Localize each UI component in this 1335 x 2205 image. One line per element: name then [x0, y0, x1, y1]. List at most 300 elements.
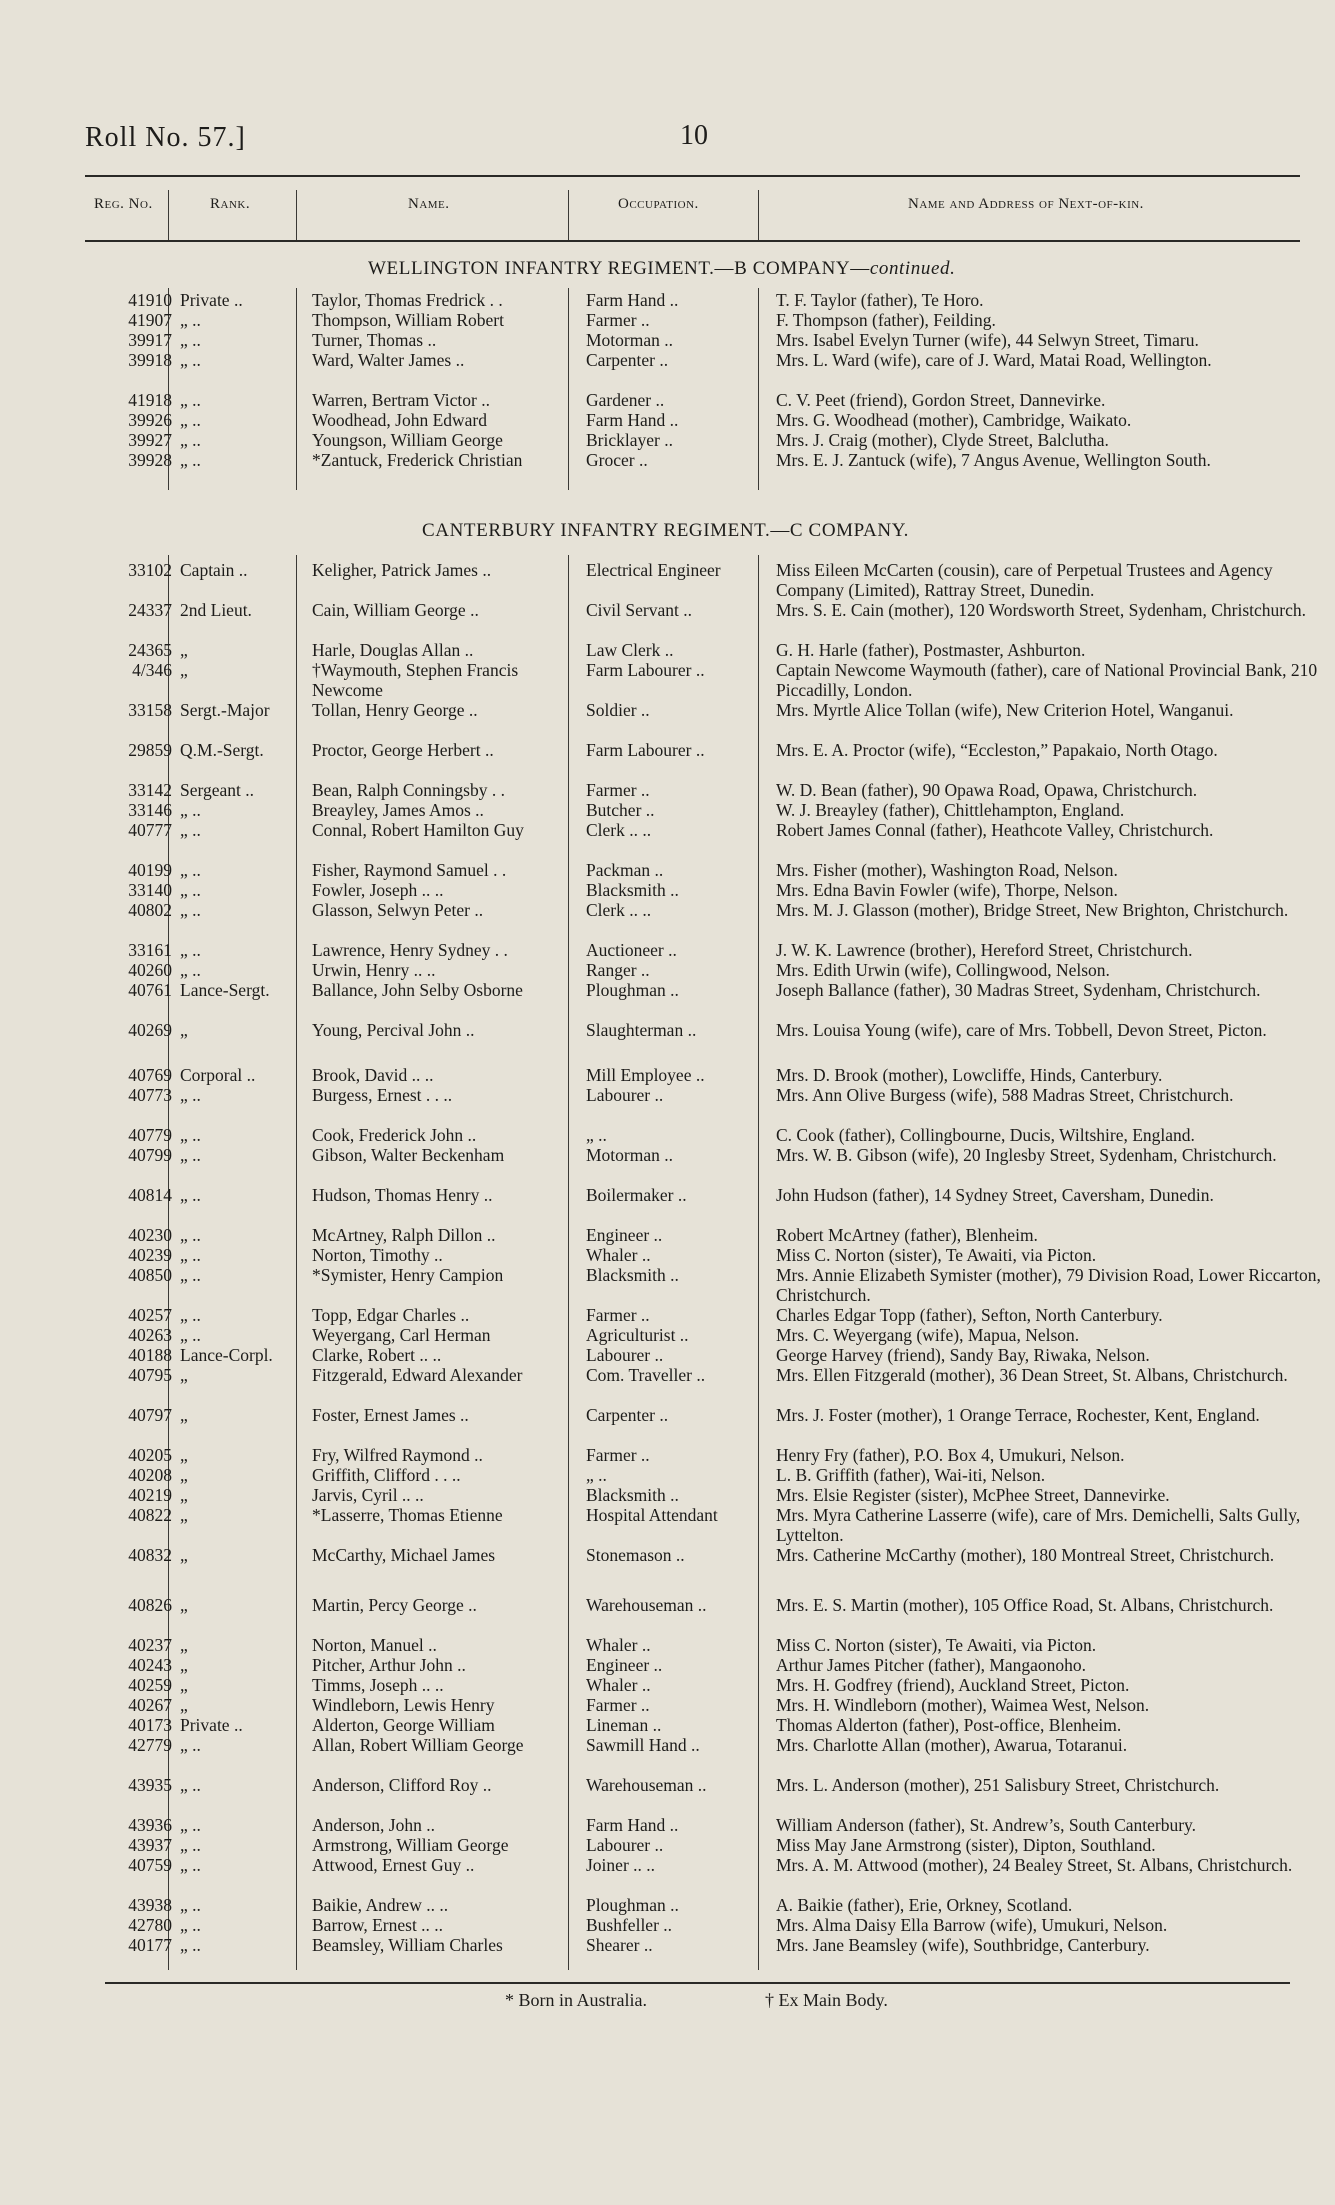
reg-number: 33161 [128, 940, 172, 960]
soldier-name: Woodhead, John Edward [312, 410, 488, 430]
occupation: Carpenter .. [586, 350, 669, 370]
rank: „ .. [180, 1085, 201, 1105]
reg-number: 41910 [128, 290, 172, 310]
occupation: Clerk .. .. [586, 820, 652, 840]
next-of-kin: J. W. K. Lawrence (brother), Hereford Street, Christchurch. [776, 940, 1193, 960]
next-of-kin: Mrs. Louisa Young (wife), care of Mrs. Tobbell, Devon Street, Picton. [776, 1020, 1267, 1040]
next-of-kin: Mrs. M. J. Glasson (mother), Bridge Street, New Brighton, Christchurch. [776, 900, 1289, 920]
page-number: 10 [680, 120, 708, 151]
rank: „ [180, 660, 188, 680]
next-of-kin: Arthur James Pitcher (father), Mangaonoho. [776, 1655, 1087, 1675]
soldier-name: Alderton, George William [312, 1715, 495, 1735]
soldier-name: Timms, Joseph .. .. [312, 1675, 444, 1695]
column-divider [758, 555, 759, 1970]
soldier-name: Ballance, John Selby Osborne [312, 980, 523, 1000]
rank: „ [180, 1465, 188, 1485]
soldier-name: Youngson, William George [312, 430, 503, 450]
next-of-kin: Mrs. Alma Daisy Ella Barrow (wife), Umukuri, Nelson. [776, 1915, 1168, 1935]
soldier-name: Lawrence, Henry Sydney . . [312, 940, 508, 960]
reg-number: 41907 [128, 310, 172, 330]
next-of-kin: Mrs. Charlotte Allan (mother), Awarua, Totaranui. [776, 1735, 1128, 1755]
occupation: Blacksmith .. [586, 1485, 679, 1505]
rank: „ .. [180, 860, 201, 880]
section-title-suffix: continued. [869, 258, 956, 279]
occupation: Motorman .. [586, 1145, 674, 1165]
rank: Sergeant .. [180, 780, 255, 800]
next-of-kin: Mrs. Isabel Evelyn Turner (wife), 44 Selwyn Street, Timaru. [776, 330, 1199, 350]
soldier-name: Clarke, Robert .. .. [312, 1345, 442, 1365]
next-of-kin: Mrs. Myrtle Alice Tollan (wife), New Criterion Hotel, Wanganui. [776, 700, 1234, 720]
next-of-kin: Mrs. S. E. Cain (mother), 120 Wordsworth Street, Sydenham, Christchurch. [776, 600, 1307, 620]
occupation: Lineman .. [586, 1715, 662, 1735]
next-of-kin: Mrs. Annie Elizabeth Symister (mother), 79 Division Road, Lower Riccarton, Christchurch. [776, 1265, 1321, 1305]
next-of-kin: G. H. Harle (father), Postmaster, Ashburton. [776, 640, 1086, 660]
occupation: Slaughterman .. [586, 1020, 697, 1040]
next-of-kin: Henry Fry (father), P.O. Box 4, Umukuri, Nelson. [776, 1445, 1125, 1465]
header-top-rule [85, 175, 1300, 177]
reg-number: 40188 [128, 1345, 172, 1365]
reg-number: 33140 [128, 880, 172, 900]
occupation: Stonemason .. [586, 1545, 685, 1565]
rank: „ [180, 1635, 188, 1655]
rank: „ .. [180, 390, 201, 410]
rank: Private .. [180, 1715, 243, 1735]
soldier-name: Pitcher, Arthur John .. [312, 1655, 466, 1675]
reg-number: 39927 [128, 430, 172, 450]
reg-number: 43935 [128, 1775, 172, 1795]
occupation: Whaler .. [586, 1245, 651, 1265]
next-of-kin: Mrs. J. Foster (mother), 1 Orange Terrace, Rochester, Kent, England. [776, 1405, 1260, 1425]
occupation: Ploughman .. [586, 980, 679, 1000]
soldier-name: Allan, Robert William George [312, 1735, 524, 1755]
soldier-name: Fisher, Raymond Samuel . . [312, 860, 507, 880]
column-header-occupation: Occupation. [618, 196, 699, 212]
occupation: Whaler .. [586, 1635, 651, 1655]
rank: „ [180, 1655, 188, 1675]
soldier-name: McArtney, Ralph Dillon .. [312, 1225, 496, 1245]
rank: „ .. [180, 1125, 201, 1145]
occupation: Electrical Engineer [586, 560, 721, 580]
occupation: Farm Hand .. [586, 410, 679, 430]
reg-number: 39918 [128, 350, 172, 370]
rank: „ .. [180, 940, 201, 960]
reg-number: 33146 [128, 800, 172, 820]
next-of-kin: W. J. Breayley (father), Chittlehampton, England. [776, 800, 1125, 820]
column-divider [758, 288, 759, 490]
occupation: Farmer .. [586, 310, 650, 330]
column-header-next-of-kin: Name and Address of Next-of-kin. [908, 196, 1144, 212]
soldier-name: Cain, William George .. [312, 600, 479, 620]
header-divider [758, 190, 759, 240]
next-of-kin: Mrs. Jane Beamsley (wife), Southbridge, Canterbury. [776, 1935, 1150, 1955]
soldier-name: Tollan, Henry George .. [312, 700, 478, 720]
occupation: Joiner .. .. [586, 1855, 656, 1875]
reg-number: 43936 [128, 1815, 172, 1835]
occupation: Mill Employee .. [586, 1065, 705, 1085]
reg-number: 40779 [128, 1125, 172, 1145]
reg-number: 40814 [128, 1185, 172, 1205]
reg-number: 40826 [128, 1595, 172, 1615]
occupation: Farm Labourer .. [586, 660, 705, 680]
rank: „ .. [180, 450, 201, 470]
soldier-name: Breayley, James Amos .. [312, 800, 484, 820]
reg-number: 39928 [128, 450, 172, 470]
occupation: Boilermaker .. [586, 1185, 687, 1205]
rank: „ .. [180, 820, 201, 840]
reg-number: 43937 [128, 1835, 172, 1855]
soldier-name: Cook, Frederick John .. [312, 1125, 477, 1145]
occupation: Labourer .. [586, 1085, 664, 1105]
occupation: Soldier .. [586, 700, 650, 720]
occupation: Farmer .. [586, 1695, 650, 1715]
next-of-kin: Mrs. E. J. Zantuck (wife), 7 Angus Avenue, Wellington South. [776, 450, 1211, 470]
next-of-kin: Mrs. Ann Olive Burgess (wife), 588 Madras Street, Christchurch. [776, 1085, 1234, 1105]
reg-number: 40773 [128, 1085, 172, 1105]
rank: „ [180, 1445, 188, 1465]
soldier-name: Fry, Wilfred Raymond .. [312, 1445, 483, 1465]
occupation: Ploughman .. [586, 1895, 679, 1915]
next-of-kin: George Harvey (friend), Sandy Bay, Riwaka, Nelson. [776, 1345, 1150, 1365]
reg-number: 40177 [128, 1935, 172, 1955]
rank: Sergt.-Major [180, 700, 270, 720]
rank: „ .. [180, 430, 201, 450]
rank: „ [180, 1675, 188, 1695]
occupation: Sawmill Hand .. [586, 1735, 700, 1755]
reg-number: 40239 [128, 1245, 172, 1265]
soldier-name: Baikie, Andrew .. .. [312, 1895, 449, 1915]
soldier-name: Attwood, Ernest Guy .. [312, 1855, 475, 1875]
occupation: Hospital Attendant [586, 1505, 718, 1525]
rank: Private .. [180, 290, 243, 310]
footer-rule [105, 1982, 1290, 1984]
column-divider [296, 288, 297, 490]
occupation: Auctioneer .. [586, 940, 677, 960]
rank: „ .. [180, 1835, 201, 1855]
roll-number: Roll No. 57.] [85, 122, 246, 153]
soldier-name: Anderson, Clifford Roy .. [312, 1775, 492, 1795]
next-of-kin: Captain Newcome Waymouth (father), care of National Provincial Bank, 210 Piccadilly, London. [776, 660, 1318, 700]
next-of-kin: Joseph Ballance (father), 30 Madras Street, Sydenham, Christchurch. [776, 980, 1261, 1000]
soldier-name: Burgess, Ernest . . .. [312, 1085, 453, 1105]
next-of-kin: Mrs. Edna Bavin Fowler (wife), Thorpe, Nelson. [776, 880, 1118, 900]
next-of-kin: Charles Edgar Topp (father), Sefton, North Canterbury. [776, 1305, 1163, 1325]
reg-number: 40199 [128, 860, 172, 880]
soldier-name: Hudson, Thomas Henry .. [312, 1185, 493, 1205]
reg-number: 40173 [128, 1715, 172, 1735]
next-of-kin: Miss Eileen McCarten (cousin), care of Perpetual Trustees and Agency Company (Limited), Rattray Street, Dunedin. [776, 560, 1273, 600]
occupation: Farm Hand .. [586, 290, 679, 310]
reg-number: 40769 [128, 1065, 172, 1085]
occupation: Warehouseman .. [586, 1595, 707, 1615]
soldier-name: *Symister, Henry Campion [312, 1265, 504, 1285]
occupation: Civil Servant .. [586, 600, 692, 620]
next-of-kin: William Anderson (father), St. Andrew’s, South Canterbury. [776, 1815, 1197, 1835]
reg-number: 41918 [128, 390, 172, 410]
reg-number: 40822 [128, 1505, 172, 1525]
occupation: Com. Traveller .. [586, 1365, 706, 1385]
soldier-name: Norton, Manuel .. [312, 1635, 437, 1655]
rank: „ [180, 1485, 188, 1505]
soldier-name: *Zantuck, Frederick Christian [312, 450, 523, 470]
next-of-kin: Mrs. Catherine McCarthy (mother), 180 Montreal Street, Christchurch. [776, 1545, 1275, 1565]
reg-number: 40259 [128, 1675, 172, 1695]
rank: „ .. [180, 1935, 201, 1955]
rank: „ .. [180, 1225, 201, 1245]
occupation: Engineer .. [586, 1225, 663, 1245]
occupation: „ .. [586, 1465, 607, 1485]
reg-number: 42780 [128, 1915, 172, 1935]
reg-number: 40205 [128, 1445, 172, 1465]
soldier-name: Brook, David .. .. [312, 1065, 434, 1085]
rank: „ .. [180, 1855, 201, 1875]
next-of-kin: Thomas Alderton (father), Post-office, Blenheim. [776, 1715, 1122, 1735]
rank: Lance-Corpl. [180, 1345, 273, 1365]
soldier-name: Gibson, Walter Beckenham [312, 1145, 505, 1165]
rank: „ [180, 640, 188, 660]
next-of-kin: Mrs. L. Anderson (mother), 251 Salisbury Street, Christchurch. [776, 1775, 1220, 1795]
next-of-kin: Mrs. Fisher (mother), Washington Road, Nelson. [776, 860, 1118, 880]
next-of-kin: Robert James Connal (father), Heathcote Valley, Christchurch. [776, 820, 1214, 840]
next-of-kin: Miss C. Norton (sister), Te Awaiti, via Picton. [776, 1245, 1097, 1265]
rank: „ .. [180, 880, 201, 900]
occupation: Labourer .. [586, 1345, 664, 1365]
reg-number: 40257 [128, 1305, 172, 1325]
column-divider [296, 555, 297, 1970]
rank: „ .. [180, 1185, 201, 1205]
occupation: Gardener .. [586, 390, 665, 410]
occupation: Blacksmith .. [586, 880, 679, 900]
column-header-rank: Rank. [210, 196, 251, 212]
next-of-kin: Mrs. W. B. Gibson (wife), 20 Inglesby Street, Sydenham, Christchurch. [776, 1145, 1277, 1165]
soldier-name: McCarthy, Michael James [312, 1545, 496, 1565]
soldier-name: Jarvis, Cyril .. .. [312, 1485, 424, 1505]
occupation: Farmer .. [586, 780, 650, 800]
rank: „ .. [180, 1325, 201, 1345]
rank: „ .. [180, 350, 201, 370]
next-of-kin: Mrs. D. Brook (mother), Lowcliffe, Hinds, Canterbury. [776, 1065, 1163, 1085]
next-of-kin: L. B. Griffith (father), Wai-iti, Nelson. [776, 1465, 1046, 1485]
reg-number: 40799 [128, 1145, 172, 1165]
soldier-name: Barrow, Ernest .. .. [312, 1915, 444, 1935]
reg-number: 29859 [128, 740, 172, 760]
occupation: Engineer .. [586, 1655, 663, 1675]
section-title [422, 520, 909, 542]
header-divider [168, 190, 169, 240]
occupation: Farmer .. [586, 1305, 650, 1325]
rank: „ .. [180, 330, 201, 350]
soldier-name: Harle, Douglas Allan .. [312, 640, 474, 660]
occupation: Butcher .. [586, 800, 655, 820]
reg-number: 40832 [128, 1545, 172, 1565]
header-divider [296, 190, 297, 240]
next-of-kin: C. Cook (father), Collingbourne, Ducis, Wiltshire, England. [776, 1125, 1195, 1145]
footnote-ex-main-body: † Ex Main Body. [765, 1990, 888, 2010]
rank: „ [180, 1695, 188, 1715]
reg-number: 40243 [128, 1655, 172, 1675]
occupation: Grocer .. [586, 450, 648, 470]
next-of-kin: Mrs. H. Godfrey (friend), Auckland Street, Picton. [776, 1675, 1130, 1695]
reg-number: 40237 [128, 1635, 172, 1655]
occupation: Labourer .. [586, 1835, 664, 1855]
next-of-kin: Mrs. G. Woodhead (mother), Cambridge, Waikato. [776, 410, 1132, 430]
rank: „ .. [180, 410, 201, 430]
next-of-kin: Mrs. L. Ward (wife), care of J. Ward, Matai Road, Wellington. [776, 350, 1212, 370]
next-of-kin: Mrs. H. Windleborn (mother), Waimea West, Nelson. [776, 1695, 1150, 1715]
rank: 2nd Lieut. [180, 600, 252, 620]
occupation: Blacksmith .. [586, 1265, 679, 1285]
reg-number: 24365 [128, 640, 172, 660]
next-of-kin: W. D. Bean (father), 90 Opawa Road, Opawa, Christchurch. [776, 780, 1198, 800]
soldier-name: Weyergang, Carl Herman [312, 1325, 491, 1345]
reg-number: 33158 [128, 700, 172, 720]
occupation: Warehouseman .. [586, 1775, 707, 1795]
soldier-name: Armstrong, William George [312, 1835, 509, 1855]
next-of-kin: C. V. Peet (friend), Gordon Street, Dannevirke. [776, 390, 1106, 410]
soldier-name: Topp, Edgar Charles .. [312, 1305, 470, 1325]
rank: Corporal .. [180, 1065, 256, 1085]
occupation: Clerk .. .. [586, 900, 652, 920]
next-of-kin: Mrs. E. A. Proctor (wife), “Eccleston,” Papakaio, North Otago. [776, 740, 1218, 760]
next-of-kin: Mrs. C. Weyergang (wife), Mapua, Nelson. [776, 1325, 1080, 1345]
rank: „ .. [180, 900, 201, 920]
occupation: Agriculturist .. [586, 1325, 689, 1345]
soldier-name: Foster, Ernest James .. [312, 1405, 469, 1425]
occupation: Farm Labourer .. [586, 740, 705, 760]
reg-number: 40761 [128, 980, 172, 1000]
reg-number: 39926 [128, 410, 172, 430]
rank: „ .. [180, 1245, 201, 1265]
next-of-kin: Mrs. Ellen Fitzgerald (mother), 36 Dean Street, St. Albans, Christchurch. [776, 1365, 1288, 1385]
next-of-kin: T. F. Taylor (father), Te Horo. [776, 290, 984, 310]
next-of-kin: Mrs. E. S. Martin (mother), 105 Office Road, St. Albans, Christchurch. [776, 1595, 1274, 1615]
reg-number: 33142 [128, 780, 172, 800]
next-of-kin: Robert McArtney (father), Blenheim. [776, 1225, 1038, 1245]
soldier-name: Thompson, William Robert [312, 310, 504, 330]
rank: „ [180, 1020, 188, 1040]
rank: „ .. [180, 1305, 201, 1325]
next-of-kin: A. Baikie (father), Erie, Orkney, Scotland. [776, 1895, 1073, 1915]
rank: Q.M.-Sergt. [180, 740, 264, 760]
rank: „ .. [180, 1895, 201, 1915]
soldier-name: Turner, Thomas .. [312, 330, 437, 350]
soldier-name: Ward, Walter James .. [312, 350, 465, 370]
header-bottom-rule [85, 240, 1300, 242]
column-header-name: Name. [408, 196, 450, 212]
soldier-name: Norton, Timothy .. [312, 1245, 443, 1265]
occupation: Bushfeller .. [586, 1915, 673, 1935]
reg-number: 40219 [128, 1485, 172, 1505]
soldier-name: Glasson, Selwyn Peter .. [312, 900, 484, 920]
soldier-name: Proctor, George Herbert .. [312, 740, 494, 760]
soldier-name: Fitzgerald, Edward Alexander [312, 1365, 523, 1385]
next-of-kin: John Hudson (father), 14 Sydney Street, Caversham, Dunedin. [776, 1185, 1214, 1205]
soldier-name: Connal, Robert Hamilton Guy [312, 820, 524, 840]
rank: „ .. [180, 1815, 201, 1835]
reg-number: 40263 [128, 1325, 172, 1345]
reg-number: 40230 [128, 1225, 172, 1245]
reg-number: 40777 [128, 820, 172, 840]
reg-number: 40260 [128, 960, 172, 980]
rank: „ [180, 1595, 188, 1615]
occupation: Carpenter .. [586, 1405, 669, 1425]
reg-number: 43938 [128, 1895, 172, 1915]
rank: Lance-Sergt. [180, 980, 270, 1000]
occupation: Whaler .. [586, 1675, 651, 1695]
footnote-born-australia: * Born in Australia. [505, 1990, 647, 2010]
reg-number: 39917 [128, 330, 172, 350]
next-of-kin: Mrs. Elsie Register (sister), McPhee Street, Dannevirke. [776, 1485, 1170, 1505]
occupation: Bricklayer .. [586, 430, 673, 450]
rank: „ .. [180, 1915, 201, 1935]
reg-number: 33102 [128, 560, 172, 580]
column-header-reg: Reg. No. [94, 196, 153, 212]
soldier-name: Anderson, John .. [312, 1815, 435, 1835]
soldier-name: Windleborn, Lewis Henry [312, 1695, 495, 1715]
soldier-name: Griffith, Clifford . . .. [312, 1465, 461, 1485]
section-title-text: WELLINGTON INFANTRY REGIMENT.—B COMPANY— [368, 258, 870, 279]
rank: Captain .. [180, 560, 248, 580]
next-of-kin: Mrs. J. Craig (mother), Clyde Street, Balclutha. [776, 430, 1109, 450]
soldier-name: Young, Percival John .. [312, 1020, 475, 1040]
section-title-text: CANTERBURY INFANTRY REGIMENT.—C COMPANY. [422, 520, 909, 541]
rank: „ .. [180, 960, 201, 980]
soldier-name: Taylor, Thomas Fredrick . . [312, 290, 503, 310]
rank: „ [180, 1365, 188, 1385]
reg-number: 40267 [128, 1695, 172, 1715]
next-of-kin: Miss C. Norton (sister), Te Awaiti, via Picton. [776, 1635, 1097, 1655]
soldier-name: Warren, Bertram Victor .. [312, 390, 490, 410]
soldier-name: *Lasserre, Thomas Etienne [312, 1505, 503, 1525]
occupation: Ranger .. [586, 960, 650, 980]
reg-number: 40269 [128, 1020, 172, 1040]
occupation: Farmer .. [586, 1445, 650, 1465]
occupation: Motorman .. [586, 330, 674, 350]
soldier-name: Bean, Ralph Conningsby . . [312, 780, 505, 800]
rank: „ .. [180, 1145, 201, 1165]
reg-number: 40802 [128, 900, 172, 920]
reg-number: 40850 [128, 1265, 172, 1285]
soldier-name: Urwin, Henry .. .. [312, 960, 436, 980]
rank: „ .. [180, 800, 201, 820]
occupation: „ .. [586, 1125, 607, 1145]
soldier-name: Beamsley, William Charles [312, 1935, 503, 1955]
soldier-name: Fowler, Joseph .. .. [312, 880, 444, 900]
reg-number: 42779 [128, 1735, 172, 1755]
rank: „ [180, 1405, 188, 1425]
occupation: Shearer .. [586, 1935, 653, 1955]
section-title [368, 258, 956, 280]
reg-number: 40795 [128, 1365, 172, 1385]
reg-number: 40208 [128, 1465, 172, 1485]
rank: „ .. [180, 1265, 201, 1285]
rank: „ [180, 1505, 188, 1525]
soldier-name: Keligher, Patrick James .. [312, 560, 492, 580]
occupation: Law Clerk .. [586, 640, 674, 660]
rank: „ .. [180, 1775, 201, 1795]
next-of-kin: Mrs. A. M. Attwood (mother), 24 Bealey Street, St. Albans, Christchurch. [776, 1855, 1293, 1875]
reg-number: 4/346 [132, 660, 172, 680]
next-of-kin: Miss May Jane Armstrong (sister), Dipton, Southland. [776, 1835, 1156, 1855]
next-of-kin: F. Thompson (father), Feilding. [776, 310, 996, 330]
occupation: Packman .. [586, 860, 664, 880]
rank: „ .. [180, 1735, 201, 1755]
soldier-name: †Waymouth, Stephen Francis Newcome [312, 660, 519, 700]
next-of-kin: Mrs. Myra Catherine Lasserre (wife), care of Mrs. Demichelli, Salts Gully, Lyttelton. [776, 1505, 1301, 1545]
rank: „ .. [180, 310, 201, 330]
reg-number: 40797 [128, 1405, 172, 1425]
occupation: Farm Hand .. [586, 1815, 679, 1835]
next-of-kin: Mrs. Edith Urwin (wife), Collingwood, Nelson. [776, 960, 1110, 980]
